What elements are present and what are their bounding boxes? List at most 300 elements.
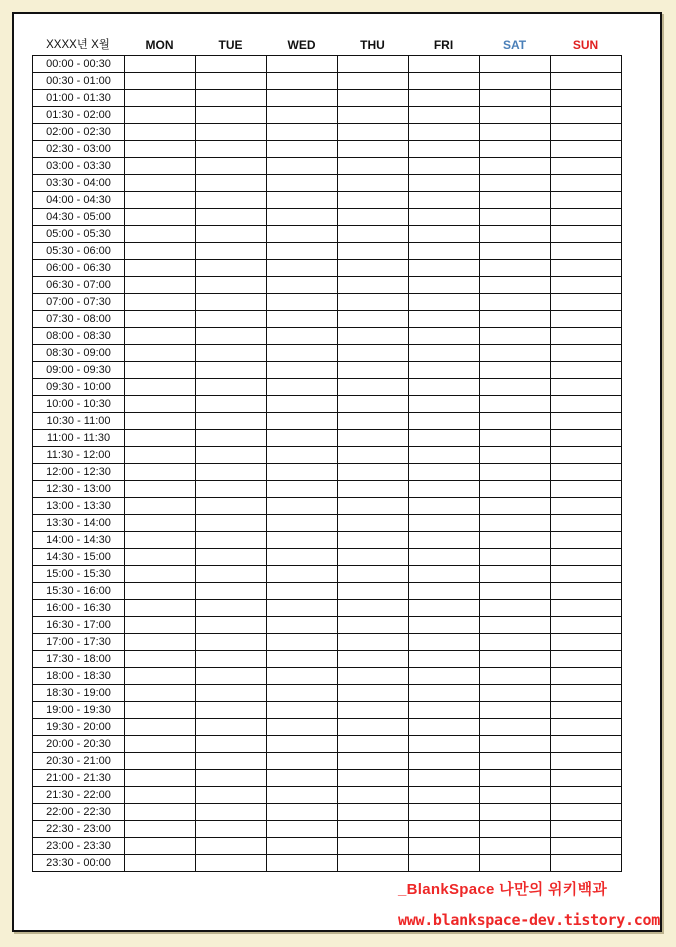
schedule-cell-fri[interactable] (409, 838, 480, 855)
schedule-cell-sat[interactable] (480, 753, 551, 770)
schedule-cell-thu[interactable] (338, 158, 409, 175)
schedule-cell-thu[interactable] (338, 311, 409, 328)
schedule-cell-fri[interactable] (409, 464, 480, 481)
schedule-cell-thu[interactable] (338, 600, 409, 617)
schedule-cell-thu[interactable] (338, 175, 409, 192)
schedule-cell-thu[interactable] (338, 634, 409, 651)
schedule-cell-mon[interactable] (125, 498, 196, 515)
schedule-cell-tue[interactable] (196, 362, 267, 379)
schedule-cell-tue[interactable] (196, 192, 267, 209)
schedule-cell-tue[interactable] (196, 804, 267, 821)
schedule-cell-sun[interactable] (551, 260, 622, 277)
schedule-cell-sun[interactable] (551, 821, 622, 838)
schedule-cell-mon[interactable] (125, 260, 196, 277)
schedule-cell-tue[interactable] (196, 532, 267, 549)
schedule-cell-tue[interactable] (196, 345, 267, 362)
schedule-cell-mon[interactable] (125, 566, 196, 583)
schedule-cell-fri[interactable] (409, 90, 480, 107)
schedule-cell-sun[interactable] (551, 736, 622, 753)
schedule-cell-tue[interactable] (196, 158, 267, 175)
schedule-cell-tue[interactable] (196, 855, 267, 872)
schedule-cell-wed[interactable] (267, 532, 338, 549)
schedule-cell-sun[interactable] (551, 532, 622, 549)
schedule-cell-sat[interactable] (480, 498, 551, 515)
schedule-cell-wed[interactable] (267, 345, 338, 362)
schedule-cell-tue[interactable] (196, 73, 267, 90)
schedule-cell-sun[interactable] (551, 73, 622, 90)
schedule-cell-tue[interactable] (196, 175, 267, 192)
schedule-cell-sun[interactable] (551, 311, 622, 328)
schedule-cell-sun[interactable] (551, 685, 622, 702)
schedule-cell-wed[interactable] (267, 702, 338, 719)
schedule-cell-thu[interactable] (338, 294, 409, 311)
schedule-cell-thu[interactable] (338, 583, 409, 600)
schedule-cell-sun[interactable] (551, 430, 622, 447)
schedule-cell-thu[interactable] (338, 566, 409, 583)
schedule-cell-fri[interactable] (409, 685, 480, 702)
schedule-cell-sun[interactable] (551, 226, 622, 243)
schedule-cell-wed[interactable] (267, 651, 338, 668)
schedule-cell-wed[interactable] (267, 855, 338, 872)
schedule-cell-sat[interactable] (480, 787, 551, 804)
schedule-cell-sun[interactable] (551, 243, 622, 260)
schedule-cell-sun[interactable] (551, 447, 622, 464)
schedule-cell-mon[interactable] (125, 362, 196, 379)
schedule-cell-wed[interactable] (267, 668, 338, 685)
schedule-cell-sun[interactable] (551, 328, 622, 345)
schedule-cell-wed[interactable] (267, 73, 338, 90)
schedule-cell-sun[interactable] (551, 753, 622, 770)
schedule-cell-wed[interactable] (267, 804, 338, 821)
schedule-cell-sun[interactable] (551, 192, 622, 209)
schedule-cell-sun[interactable] (551, 124, 622, 141)
schedule-cell-fri[interactable] (409, 804, 480, 821)
schedule-cell-thu[interactable] (338, 532, 409, 549)
schedule-cell-mon[interactable] (125, 345, 196, 362)
schedule-cell-thu[interactable] (338, 277, 409, 294)
schedule-cell-thu[interactable] (338, 617, 409, 634)
schedule-cell-tue[interactable] (196, 413, 267, 430)
schedule-cell-mon[interactable] (125, 549, 196, 566)
schedule-cell-fri[interactable] (409, 328, 480, 345)
schedule-cell-thu[interactable] (338, 464, 409, 481)
schedule-cell-sun[interactable] (551, 90, 622, 107)
schedule-cell-fri[interactable] (409, 430, 480, 447)
schedule-cell-sun[interactable] (551, 668, 622, 685)
schedule-cell-thu[interactable] (338, 651, 409, 668)
schedule-cell-sun[interactable] (551, 464, 622, 481)
schedule-cell-sat[interactable] (480, 821, 551, 838)
schedule-cell-mon[interactable] (125, 583, 196, 600)
schedule-cell-tue[interactable] (196, 481, 267, 498)
schedule-cell-mon[interactable] (125, 634, 196, 651)
schedule-cell-sat[interactable] (480, 464, 551, 481)
schedule-cell-thu[interactable] (338, 141, 409, 158)
schedule-cell-mon[interactable] (125, 685, 196, 702)
schedule-cell-sun[interactable] (551, 362, 622, 379)
schedule-cell-wed[interactable] (267, 226, 338, 243)
schedule-cell-tue[interactable] (196, 141, 267, 158)
schedule-cell-wed[interactable] (267, 141, 338, 158)
schedule-cell-mon[interactable] (125, 294, 196, 311)
schedule-cell-thu[interactable] (338, 770, 409, 787)
schedule-cell-thu[interactable] (338, 685, 409, 702)
schedule-cell-tue[interactable] (196, 600, 267, 617)
schedule-cell-thu[interactable] (338, 362, 409, 379)
schedule-cell-sat[interactable] (480, 736, 551, 753)
schedule-cell-wed[interactable] (267, 583, 338, 600)
schedule-cell-sat[interactable] (480, 651, 551, 668)
schedule-cell-tue[interactable] (196, 583, 267, 600)
schedule-cell-mon[interactable] (125, 515, 196, 532)
schedule-cell-tue[interactable] (196, 753, 267, 770)
schedule-cell-mon[interactable] (125, 753, 196, 770)
schedule-cell-sat[interactable] (480, 413, 551, 430)
schedule-cell-fri[interactable] (409, 702, 480, 719)
schedule-cell-fri[interactable] (409, 515, 480, 532)
schedule-cell-mon[interactable] (125, 430, 196, 447)
schedule-cell-thu[interactable] (338, 226, 409, 243)
schedule-cell-sun[interactable] (551, 413, 622, 430)
schedule-cell-fri[interactable] (409, 498, 480, 515)
schedule-cell-mon[interactable] (125, 175, 196, 192)
schedule-cell-thu[interactable] (338, 396, 409, 413)
schedule-cell-sun[interactable] (551, 566, 622, 583)
schedule-cell-sat[interactable] (480, 838, 551, 855)
schedule-cell-fri[interactable] (409, 668, 480, 685)
schedule-cell-fri[interactable] (409, 277, 480, 294)
schedule-cell-tue[interactable] (196, 209, 267, 226)
schedule-cell-mon[interactable] (125, 736, 196, 753)
schedule-cell-sat[interactable] (480, 311, 551, 328)
schedule-cell-sat[interactable] (480, 107, 551, 124)
schedule-cell-thu[interactable] (338, 260, 409, 277)
schedule-cell-tue[interactable] (196, 447, 267, 464)
schedule-cell-sat[interactable] (480, 396, 551, 413)
schedule-cell-thu[interactable] (338, 447, 409, 464)
schedule-cell-mon[interactable] (125, 328, 196, 345)
schedule-cell-tue[interactable] (196, 787, 267, 804)
schedule-cell-mon[interactable] (125, 73, 196, 90)
schedule-cell-sat[interactable] (480, 770, 551, 787)
schedule-cell-thu[interactable] (338, 719, 409, 736)
schedule-cell-sun[interactable] (551, 345, 622, 362)
schedule-cell-tue[interactable] (196, 498, 267, 515)
schedule-cell-sun[interactable] (551, 617, 622, 634)
schedule-cell-tue[interactable] (196, 328, 267, 345)
schedule-cell-fri[interactable] (409, 583, 480, 600)
schedule-cell-sun[interactable] (551, 515, 622, 532)
schedule-cell-thu[interactable] (338, 753, 409, 770)
schedule-cell-wed[interactable] (267, 90, 338, 107)
schedule-cell-tue[interactable] (196, 56, 267, 73)
schedule-cell-thu[interactable] (338, 379, 409, 396)
schedule-cell-sat[interactable] (480, 617, 551, 634)
schedule-cell-mon[interactable] (125, 158, 196, 175)
schedule-cell-sun[interactable] (551, 277, 622, 294)
schedule-cell-fri[interactable] (409, 141, 480, 158)
schedule-cell-thu[interactable] (338, 549, 409, 566)
schedule-cell-sun[interactable] (551, 838, 622, 855)
schedule-cell-thu[interactable] (338, 804, 409, 821)
schedule-cell-tue[interactable] (196, 379, 267, 396)
schedule-cell-fri[interactable] (409, 379, 480, 396)
schedule-cell-sat[interactable] (480, 226, 551, 243)
schedule-cell-fri[interactable] (409, 362, 480, 379)
schedule-cell-fri[interactable] (409, 600, 480, 617)
schedule-cell-fri[interactable] (409, 566, 480, 583)
schedule-cell-thu[interactable] (338, 107, 409, 124)
schedule-cell-thu[interactable] (338, 821, 409, 838)
schedule-cell-wed[interactable] (267, 481, 338, 498)
schedule-cell-fri[interactable] (409, 855, 480, 872)
schedule-cell-sat[interactable] (480, 345, 551, 362)
schedule-cell-wed[interactable] (267, 192, 338, 209)
schedule-cell-thu[interactable] (338, 413, 409, 430)
schedule-cell-wed[interactable] (267, 617, 338, 634)
schedule-cell-fri[interactable] (409, 209, 480, 226)
schedule-cell-wed[interactable] (267, 362, 338, 379)
schedule-cell-sun[interactable] (551, 804, 622, 821)
schedule-cell-mon[interactable] (125, 226, 196, 243)
schedule-cell-fri[interactable] (409, 719, 480, 736)
schedule-cell-fri[interactable] (409, 124, 480, 141)
schedule-cell-fri[interactable] (409, 413, 480, 430)
schedule-cell-sat[interactable] (480, 56, 551, 73)
schedule-cell-sat[interactable] (480, 158, 551, 175)
schedule-cell-fri[interactable] (409, 260, 480, 277)
schedule-cell-sat[interactable] (480, 702, 551, 719)
schedule-cell-mon[interactable] (125, 719, 196, 736)
schedule-cell-tue[interactable] (196, 838, 267, 855)
schedule-cell-sun[interactable] (551, 855, 622, 872)
schedule-cell-tue[interactable] (196, 277, 267, 294)
schedule-cell-wed[interactable] (267, 260, 338, 277)
schedule-cell-sat[interactable] (480, 515, 551, 532)
schedule-cell-tue[interactable] (196, 311, 267, 328)
schedule-cell-tue[interactable] (196, 617, 267, 634)
schedule-cell-fri[interactable] (409, 770, 480, 787)
schedule-cell-sun[interactable] (551, 481, 622, 498)
schedule-cell-fri[interactable] (409, 532, 480, 549)
schedule-cell-tue[interactable] (196, 90, 267, 107)
schedule-cell-sun[interactable] (551, 379, 622, 396)
schedule-cell-wed[interactable] (267, 821, 338, 838)
schedule-cell-wed[interactable] (267, 566, 338, 583)
schedule-cell-tue[interactable] (196, 770, 267, 787)
schedule-cell-wed[interactable] (267, 430, 338, 447)
schedule-cell-thu[interactable] (338, 668, 409, 685)
schedule-cell-tue[interactable] (196, 821, 267, 838)
schedule-cell-fri[interactable] (409, 345, 480, 362)
schedule-cell-sun[interactable] (551, 158, 622, 175)
schedule-cell-mon[interactable] (125, 600, 196, 617)
schedule-cell-thu[interactable] (338, 243, 409, 260)
schedule-cell-fri[interactable] (409, 73, 480, 90)
schedule-cell-wed[interactable] (267, 447, 338, 464)
schedule-cell-wed[interactable] (267, 838, 338, 855)
schedule-cell-tue[interactable] (196, 260, 267, 277)
schedule-cell-sat[interactable] (480, 481, 551, 498)
schedule-cell-mon[interactable] (125, 277, 196, 294)
schedule-cell-sun[interactable] (551, 583, 622, 600)
schedule-cell-thu[interactable] (338, 481, 409, 498)
schedule-cell-thu[interactable] (338, 124, 409, 141)
schedule-cell-fri[interactable] (409, 294, 480, 311)
schedule-cell-mon[interactable] (125, 56, 196, 73)
schedule-cell-tue[interactable] (196, 634, 267, 651)
schedule-cell-sun[interactable] (551, 294, 622, 311)
schedule-cell-sun[interactable] (551, 396, 622, 413)
schedule-cell-sat[interactable] (480, 294, 551, 311)
schedule-cell-sat[interactable] (480, 583, 551, 600)
schedule-cell-sun[interactable] (551, 787, 622, 804)
schedule-cell-sat[interactable] (480, 379, 551, 396)
schedule-cell-wed[interactable] (267, 753, 338, 770)
schedule-cell-sun[interactable] (551, 634, 622, 651)
schedule-cell-fri[interactable] (409, 243, 480, 260)
schedule-cell-thu[interactable] (338, 787, 409, 804)
schedule-cell-sun[interactable] (551, 600, 622, 617)
schedule-cell-fri[interactable] (409, 481, 480, 498)
schedule-cell-thu[interactable] (338, 855, 409, 872)
schedule-cell-mon[interactable] (125, 532, 196, 549)
schedule-cell-tue[interactable] (196, 243, 267, 260)
schedule-cell-tue[interactable] (196, 549, 267, 566)
schedule-cell-sun[interactable] (551, 719, 622, 736)
schedule-cell-tue[interactable] (196, 668, 267, 685)
schedule-cell-sat[interactable] (480, 719, 551, 736)
schedule-cell-wed[interactable] (267, 396, 338, 413)
schedule-cell-thu[interactable] (338, 192, 409, 209)
schedule-cell-thu[interactable] (338, 515, 409, 532)
schedule-cell-sun[interactable] (551, 209, 622, 226)
schedule-cell-fri[interactable] (409, 651, 480, 668)
schedule-cell-mon[interactable] (125, 821, 196, 838)
schedule-cell-mon[interactable] (125, 855, 196, 872)
schedule-cell-tue[interactable] (196, 719, 267, 736)
schedule-cell-wed[interactable] (267, 311, 338, 328)
schedule-cell-wed[interactable] (267, 294, 338, 311)
schedule-cell-mon[interactable] (125, 243, 196, 260)
schedule-cell-tue[interactable] (196, 736, 267, 753)
schedule-cell-mon[interactable] (125, 379, 196, 396)
schedule-cell-thu[interactable] (338, 498, 409, 515)
schedule-cell-wed[interactable] (267, 277, 338, 294)
schedule-cell-sat[interactable] (480, 141, 551, 158)
schedule-cell-wed[interactable] (267, 787, 338, 804)
schedule-cell-sat[interactable] (480, 447, 551, 464)
schedule-cell-mon[interactable] (125, 311, 196, 328)
schedule-cell-sun[interactable] (551, 107, 622, 124)
schedule-cell-tue[interactable] (196, 396, 267, 413)
schedule-cell-thu[interactable] (338, 345, 409, 362)
schedule-cell-thu[interactable] (338, 90, 409, 107)
schedule-cell-wed[interactable] (267, 770, 338, 787)
schedule-cell-tue[interactable] (196, 430, 267, 447)
schedule-cell-fri[interactable] (409, 634, 480, 651)
schedule-cell-thu[interactable] (338, 209, 409, 226)
schedule-cell-thu[interactable] (338, 702, 409, 719)
schedule-cell-sun[interactable] (551, 651, 622, 668)
schedule-cell-tue[interactable] (196, 566, 267, 583)
schedule-cell-fri[interactable] (409, 311, 480, 328)
schedule-cell-mon[interactable] (125, 770, 196, 787)
schedule-cell-mon[interactable] (125, 464, 196, 481)
schedule-cell-sat[interactable] (480, 685, 551, 702)
schedule-cell-tue[interactable] (196, 107, 267, 124)
schedule-cell-thu[interactable] (338, 56, 409, 73)
schedule-cell-fri[interactable] (409, 821, 480, 838)
schedule-cell-thu[interactable] (338, 73, 409, 90)
schedule-cell-mon[interactable] (125, 804, 196, 821)
schedule-cell-sat[interactable] (480, 430, 551, 447)
schedule-cell-tue[interactable] (196, 464, 267, 481)
schedule-cell-wed[interactable] (267, 600, 338, 617)
schedule-cell-sun[interactable] (551, 141, 622, 158)
schedule-cell-sat[interactable] (480, 124, 551, 141)
schedule-cell-sun[interactable] (551, 702, 622, 719)
schedule-cell-fri[interactable] (409, 549, 480, 566)
schedule-cell-fri[interactable] (409, 753, 480, 770)
schedule-cell-wed[interactable] (267, 685, 338, 702)
schedule-cell-mon[interactable] (125, 481, 196, 498)
schedule-cell-mon[interactable] (125, 192, 196, 209)
schedule-cell-thu[interactable] (338, 430, 409, 447)
schedule-cell-tue[interactable] (196, 294, 267, 311)
schedule-cell-wed[interactable] (267, 515, 338, 532)
schedule-cell-mon[interactable] (125, 838, 196, 855)
schedule-cell-sat[interactable] (480, 549, 551, 566)
schedule-cell-wed[interactable] (267, 719, 338, 736)
schedule-cell-sun[interactable] (551, 549, 622, 566)
schedule-cell-wed[interactable] (267, 175, 338, 192)
schedule-cell-wed[interactable] (267, 243, 338, 260)
schedule-cell-wed[interactable] (267, 209, 338, 226)
schedule-cell-sat[interactable] (480, 277, 551, 294)
schedule-cell-sat[interactable] (480, 855, 551, 872)
schedule-cell-tue[interactable] (196, 226, 267, 243)
schedule-cell-wed[interactable] (267, 158, 338, 175)
schedule-cell-wed[interactable] (267, 124, 338, 141)
schedule-cell-sun[interactable] (551, 770, 622, 787)
schedule-cell-thu[interactable] (338, 838, 409, 855)
schedule-cell-fri[interactable] (409, 56, 480, 73)
schedule-cell-sat[interactable] (480, 668, 551, 685)
schedule-cell-sun[interactable] (551, 56, 622, 73)
schedule-cell-sat[interactable] (480, 566, 551, 583)
schedule-cell-wed[interactable] (267, 413, 338, 430)
schedule-cell-wed[interactable] (267, 464, 338, 481)
schedule-cell-sat[interactable] (480, 328, 551, 345)
schedule-cell-mon[interactable] (125, 617, 196, 634)
schedule-cell-wed[interactable] (267, 634, 338, 651)
schedule-cell-mon[interactable] (125, 413, 196, 430)
schedule-cell-sat[interactable] (480, 73, 551, 90)
schedule-cell-sat[interactable] (480, 243, 551, 260)
schedule-cell-fri[interactable] (409, 447, 480, 464)
schedule-cell-sat[interactable] (480, 362, 551, 379)
schedule-cell-tue[interactable] (196, 651, 267, 668)
schedule-cell-fri[interactable] (409, 175, 480, 192)
schedule-cell-tue[interactable] (196, 685, 267, 702)
schedule-cell-fri[interactable] (409, 158, 480, 175)
schedule-cell-mon[interactable] (125, 124, 196, 141)
schedule-cell-fri[interactable] (409, 107, 480, 124)
schedule-cell-sat[interactable] (480, 634, 551, 651)
schedule-cell-thu[interactable] (338, 736, 409, 753)
schedule-cell-wed[interactable] (267, 736, 338, 753)
